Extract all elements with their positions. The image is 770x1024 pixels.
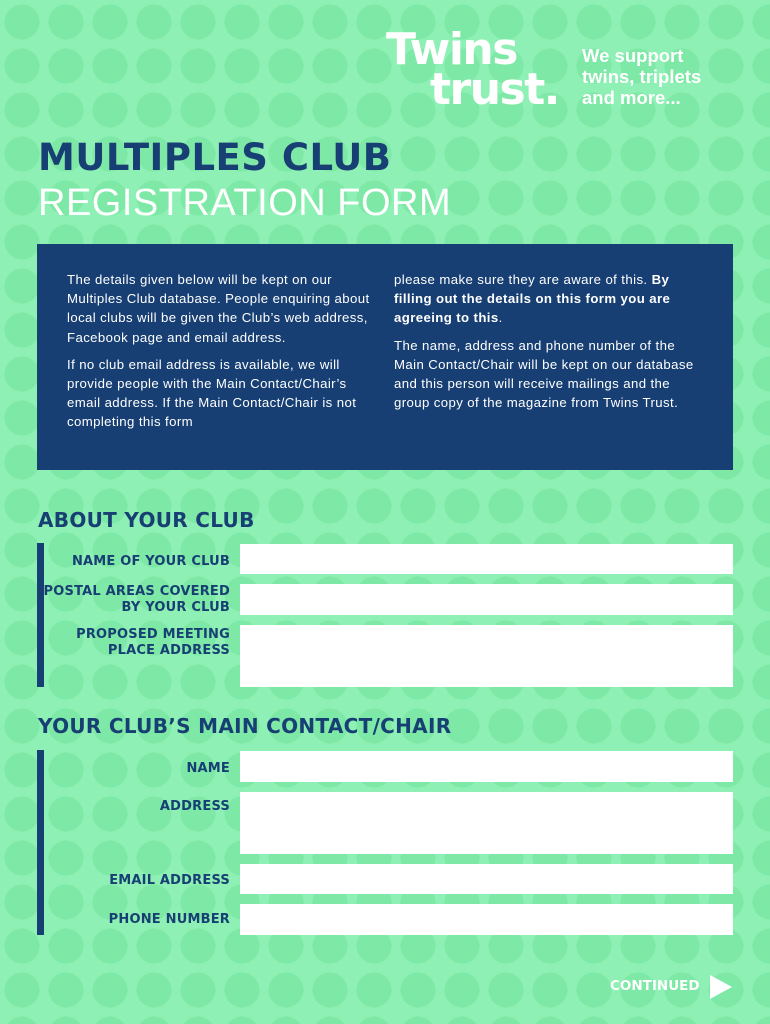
main-contact-heading: YOUR CLUB’S MAIN CONTACT/CHAIR: [38, 714, 452, 738]
postal-areas-input[interactable]: [240, 584, 733, 615]
twins-trust-logo: [386, 24, 566, 115]
intro-paragraph-1: The details given below will be kept on our Multiples Club database. People enquiring about local clubs will be given the Club’s web address, Facebook page and email address.: [67, 272, 370, 345]
meeting-place-label: [76, 627, 230, 659]
contact-name-label: [186, 761, 230, 777]
meeting-place-label-line-1: PROPOSED MEETING: [76, 627, 230, 642]
club-name-label: [72, 554, 230, 570]
contact-phone-label: [109, 912, 230, 928]
continue-arrow-icon: [710, 975, 732, 999]
intro-paragraph-3: [394, 270, 698, 328]
tagline-line-2: twins, triplets: [582, 66, 702, 87]
intro-panel: [37, 244, 733, 470]
intro-right-column: [394, 270, 698, 420]
contact-name-label-text: NAME: [186, 761, 230, 776]
club-name-label-text: NAME OF YOUR CLUB: [71, 554, 230, 569]
contact-email-input[interactable]: [240, 864, 733, 894]
intro-text-end: .: [498, 310, 503, 326]
logo-line-1: Twins: [386, 24, 517, 75]
contact-address-label: [160, 799, 230, 815]
meeting-place-label-line-2: PLACE ADDRESS: [107, 643, 230, 658]
intro-left-column: [67, 270, 371, 440]
contact-address-input[interactable]: [240, 792, 733, 854]
intro-paragraph-2: If no club email address is available, we will provide people with the Main Contact/Chair’s email address. If the Main Contact/Chair is not completing this form: [67, 356, 357, 430]
tagline-line-3: and more...: [582, 87, 681, 108]
contact-name-input[interactable]: [240, 751, 733, 782]
postal-areas-label: [44, 584, 230, 616]
about-club-heading: ABOUT YOUR CLUB: [38, 508, 255, 532]
main-contact-bar: [37, 750, 44, 935]
contact-address-label-text: ADDRESS: [159, 799, 230, 814]
continued-label: CONTINUED: [610, 978, 700, 994]
logo-line-2: trust.: [430, 64, 559, 115]
contact-phone-label-text: PHONE NUMBER: [108, 912, 230, 927]
page-subtitle: REGISTRATION FORM: [38, 182, 452, 224]
tagline: [582, 45, 767, 108]
intro-paragraph-4: The name, address and phone number of the Main Contact/Chair will be kept on our database and this person will receive mailings and the group copy of the magazine from Twins Trust.: [394, 337, 694, 411]
postal-areas-label-line-2: BY YOUR CLUB: [121, 600, 230, 615]
intro-text: please make sure they are aware of this.: [394, 272, 652, 287]
page-title: MULTIPLES CLUB: [38, 136, 392, 179]
contact-email-label-text: EMAIL ADDRESS: [109, 873, 230, 888]
meeting-place-input[interactable]: [240, 625, 733, 687]
contact-email-label: [109, 873, 230, 889]
tagline-line-1: We support: [582, 45, 684, 66]
club-name-input[interactable]: [240, 544, 733, 574]
contact-phone-input[interactable]: [240, 904, 733, 935]
intro-consent-text: By filling out the details on this form you are agreeing to this: [394, 272, 671, 326]
postal-areas-label-line-1: POSTAL AREAS COVERED: [43, 584, 230, 599]
